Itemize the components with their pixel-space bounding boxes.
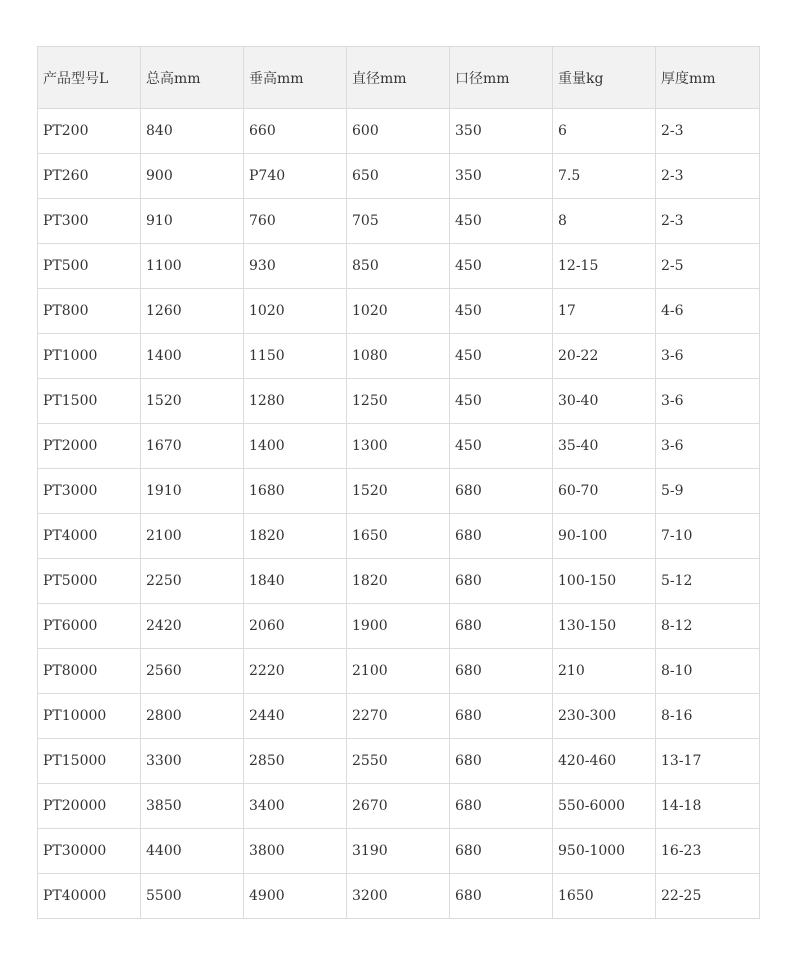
cell-thickness: 8-10 [656,649,760,694]
table-row [38,154,760,199]
cell-diameter: 1250 [347,379,450,424]
cell-thickness: 3-6 [656,424,760,469]
header-thickness: 厚度mm [656,47,760,109]
cell-diameter: 1300 [347,424,450,469]
cell-vertical-height: 1280 [244,379,347,424]
cell-mouth-diameter: 350 [450,154,553,199]
cell-thickness: 5-12 [656,559,760,604]
cell-total-height: 1910 [141,469,244,514]
cell-diameter: 2670 [347,784,450,829]
cell-diameter: 3190 [347,829,450,874]
cell-total-height: 1670 [141,424,244,469]
cell-weight: 35-40 [553,424,656,469]
cell-vertical-height: 1840 [244,559,347,604]
cell-model: PT20000 [38,784,141,829]
cell-vertical-height: 2220 [244,649,347,694]
spec-table [37,46,760,919]
cell-model: PT3000 [38,469,141,514]
cell-model: PT260 [38,154,141,199]
cell-vertical-height: 1400 [244,424,347,469]
cell-thickness: 22-25 [656,874,760,919]
cell-weight: 7.5 [553,154,656,199]
cell-mouth-diameter: 680 [450,829,553,874]
table-row [38,694,760,739]
cell-weight: 100-150 [553,559,656,604]
header-vertical-height: 垂高mm [244,47,347,109]
table-row [38,514,760,559]
cell-vertical-height: 1680 [244,469,347,514]
cell-diameter: 3200 [347,874,450,919]
cell-vertical-height: 2440 [244,694,347,739]
cell-mouth-diameter: 680 [450,514,553,559]
cell-weight: 90-100 [553,514,656,559]
cell-mouth-diameter: 450 [450,289,553,334]
cell-vertical-height: 660 [244,109,347,154]
cell-diameter: 1820 [347,559,450,604]
cell-mouth-diameter: 450 [450,424,553,469]
cell-thickness: 5-9 [656,469,760,514]
cell-total-height: 1520 [141,379,244,424]
cell-model: PT200 [38,109,141,154]
cell-weight: 20-22 [553,334,656,379]
cell-model: PT6000 [38,604,141,649]
header-total-height: 总高mm [141,47,244,109]
cell-total-height: 840 [141,109,244,154]
cell-total-height: 4400 [141,829,244,874]
cell-total-height: 2800 [141,694,244,739]
cell-mouth-diameter: 680 [450,694,553,739]
cell-total-height: 900 [141,154,244,199]
cell-diameter: 600 [347,109,450,154]
cell-vertical-height: 930 [244,244,347,289]
cell-mouth-diameter: 450 [450,379,553,424]
cell-mouth-diameter: 350 [450,109,553,154]
cell-thickness: 2-3 [656,109,760,154]
cell-weight: 130-150 [553,604,656,649]
cell-vertical-height: 3800 [244,829,347,874]
cell-thickness: 8-16 [656,694,760,739]
cell-diameter: 650 [347,154,450,199]
cell-total-height: 1400 [141,334,244,379]
cell-diameter: 1650 [347,514,450,559]
cell-thickness: 2-3 [656,154,760,199]
table-row [38,244,760,289]
cell-vertical-height: 4900 [244,874,347,919]
cell-vertical-height: 3400 [244,784,347,829]
cell-thickness: 16-23 [656,829,760,874]
cell-total-height: 910 [141,199,244,244]
cell-diameter: 1520 [347,469,450,514]
cell-thickness: 7-10 [656,514,760,559]
cell-model: PT5000 [38,559,141,604]
table-row [38,424,760,469]
cell-total-height: 5500 [141,874,244,919]
header-mouth-diameter: 口径mm [450,47,553,109]
cell-mouth-diameter: 680 [450,559,553,604]
cell-mouth-diameter: 450 [450,334,553,379]
cell-diameter: 2270 [347,694,450,739]
table-header-row [38,47,760,109]
cell-model: PT300 [38,199,141,244]
cell-weight: 8 [553,199,656,244]
cell-diameter: 1900 [347,604,450,649]
header-model: 产品型号L [38,47,141,109]
table-row [38,469,760,514]
cell-model: PT15000 [38,739,141,784]
cell-weight: 210 [553,649,656,694]
cell-total-height: 1100 [141,244,244,289]
cell-mouth-diameter: 680 [450,784,553,829]
cell-total-height: 2560 [141,649,244,694]
table-row [38,784,760,829]
cell-total-height: 2250 [141,559,244,604]
cell-vertical-height: 1020 [244,289,347,334]
header-weight: 重量kg [553,47,656,109]
cell-model: PT30000 [38,829,141,874]
cell-thickness: 13-17 [656,739,760,784]
cell-mouth-diameter: 680 [450,469,553,514]
cell-model: PT2000 [38,424,141,469]
cell-thickness: 4-6 [656,289,760,334]
cell-model: PT500 [38,244,141,289]
cell-vertical-height: 2850 [244,739,347,784]
cell-weight: 12-15 [553,244,656,289]
cell-mouth-diameter: 680 [450,649,553,694]
cell-diameter: 1080 [347,334,450,379]
cell-thickness: 2-3 [656,199,760,244]
cell-diameter: 2550 [347,739,450,784]
cell-weight: 420-460 [553,739,656,784]
cell-weight: 30-40 [553,379,656,424]
cell-vertical-height: 2060 [244,604,347,649]
cell-model: PT8000 [38,649,141,694]
table-row [38,829,760,874]
cell-weight: 550-6000 [553,784,656,829]
cell-vertical-height: 1820 [244,514,347,559]
cell-total-height: 3300 [141,739,244,784]
cell-thickness: 3-6 [656,334,760,379]
cell-total-height: 2420 [141,604,244,649]
table-row [38,604,760,649]
cell-diameter: 1020 [347,289,450,334]
table-row [38,559,760,604]
cell-model: PT1500 [38,379,141,424]
cell-thickness: 3-6 [656,379,760,424]
cell-mouth-diameter: 680 [450,604,553,649]
cell-model: PT4000 [38,514,141,559]
cell-vertical-height: 760 [244,199,347,244]
cell-thickness: 8-12 [656,604,760,649]
header-diameter: 直径mm [347,47,450,109]
cell-weight: 230-300 [553,694,656,739]
table-row [38,334,760,379]
cell-thickness: 2-5 [656,244,760,289]
cell-weight: 17 [553,289,656,334]
cell-vertical-height: 1150 [244,334,347,379]
cell-mouth-diameter: 680 [450,874,553,919]
cell-weight: 60-70 [553,469,656,514]
cell-weight: 1650 [553,874,656,919]
table-row [38,379,760,424]
cell-model: PT1000 [38,334,141,379]
cell-mouth-diameter: 680 [450,739,553,784]
cell-mouth-diameter: 450 [450,244,553,289]
cell-thickness: 14-18 [656,784,760,829]
cell-total-height: 2100 [141,514,244,559]
cell-diameter: 850 [347,244,450,289]
cell-vertical-height: P740 [244,154,347,199]
cell-diameter: 705 [347,199,450,244]
cell-weight: 6 [553,109,656,154]
cell-total-height: 3850 [141,784,244,829]
cell-model: PT10000 [38,694,141,739]
cell-diameter: 2100 [347,649,450,694]
table-row [38,739,760,784]
table-row [38,289,760,334]
table-row [38,874,760,919]
table-row [38,649,760,694]
table-row [38,109,760,154]
cell-mouth-diameter: 450 [450,199,553,244]
table-row [38,199,760,244]
cell-model: PT800 [38,289,141,334]
cell-total-height: 1260 [141,289,244,334]
cell-weight: 950-1000 [553,829,656,874]
cell-model: PT40000 [38,874,141,919]
